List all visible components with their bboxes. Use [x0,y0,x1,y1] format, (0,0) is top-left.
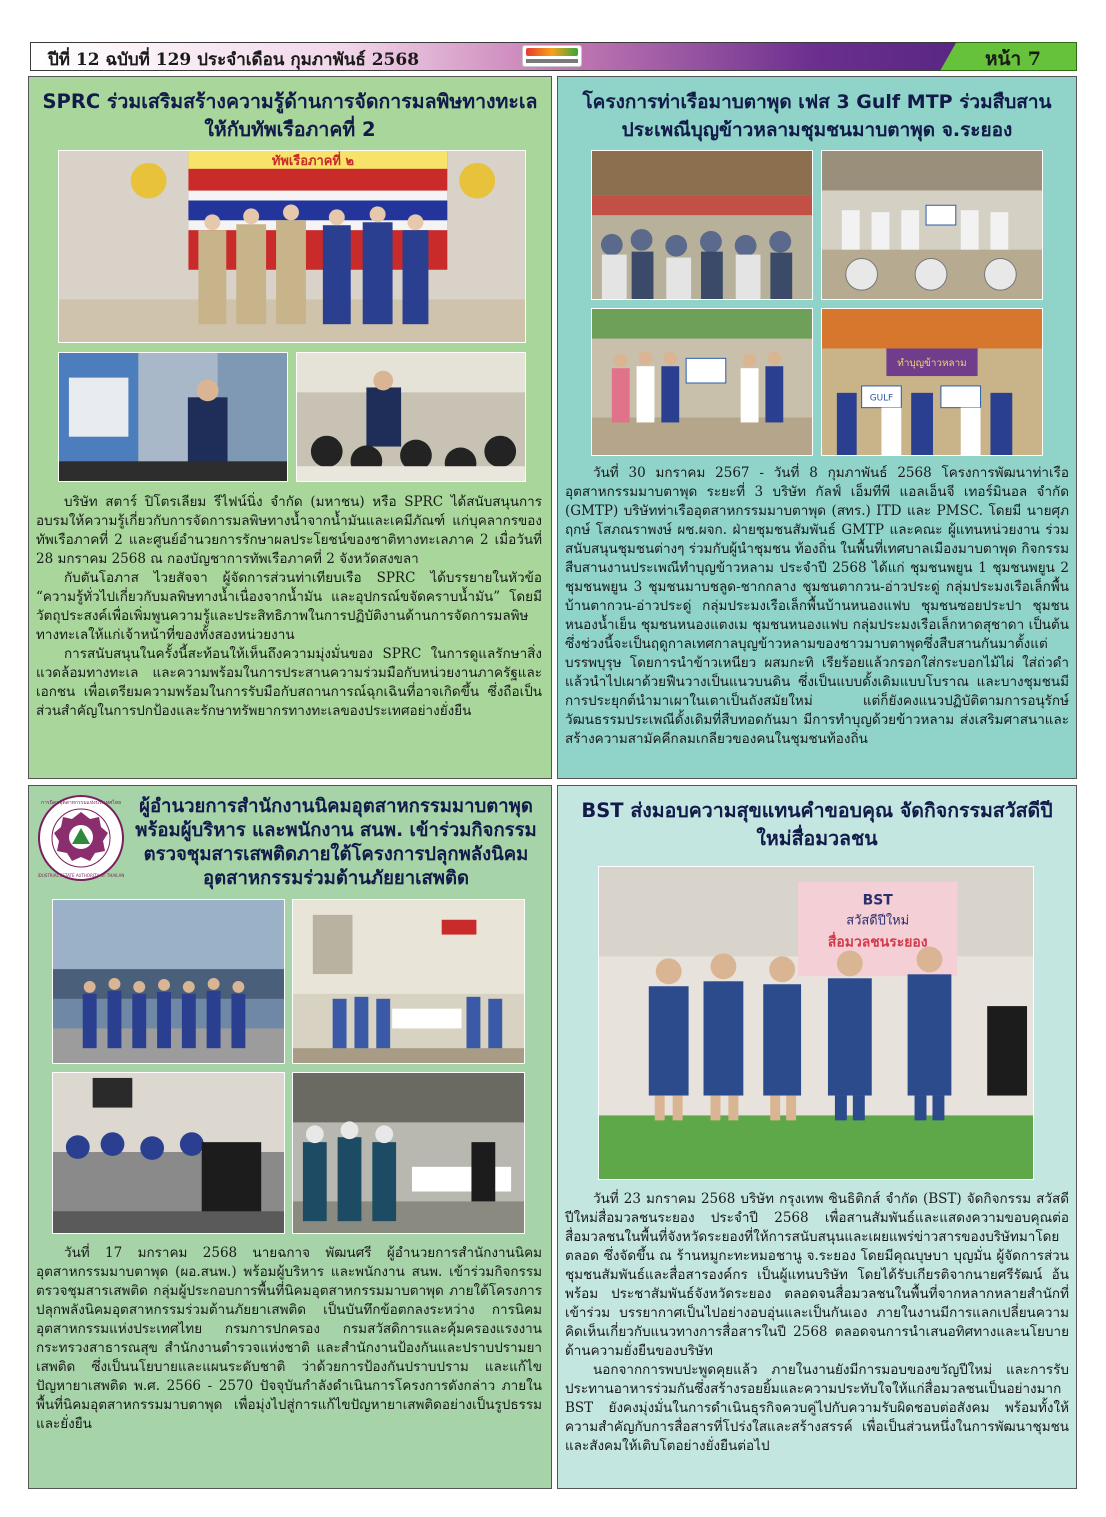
sprc-group-photo [58,150,526,343]
sprc-paragraph-1: บริษัท สตาร์ ปิโตรเลียม รีไฟน์นิ่ง จำกัด (มหาชน) หรือ SPRC ได้สนับสนุนการอบรมให้ความรู้เกี่ยวกับการจัดการมลพิษทางน้ำจากน้ำมันและเคมีภัณฑ์ แก่บุคลากรของทัพเรือภาคที่ 2 และศูนย์อำนวยการรักษาผลประโยชน์ของชาติทางทะเลภาค 2 เมื่อวันที่ 28 มกราคม 2568 ณ กองบัญชาการทัพเรือภาคที่ 2 จังหวัดสงขลา [36,494,542,567]
article-gulf-body [565,464,1069,749]
article-sprc-body [36,493,542,721]
article-bst-title: BST ส่งมอบความสุขแทนคำขอบคุณ จัดกิจกรรมสวัสดีปีใหม่สื่อมวลชน [581,799,1053,850]
ieat-logo-caption: การนิคมอุตสาหกรรมแห่งประเทศไทย [40,800,122,806]
sprc-paragraph-2: กับตันโอภาส ไวยสัจจา ผู้จัดการส่วนท่าเทียบเรือ SPRC ได้บรรยายในหัวข้อ “ความรู้ทั่วไปเกี่ยวกับมลพิษทางน้ำเนื่องจากน้ำมัน และอุปกรณ์ขจัดคราบน้ำมัน” โดยมีวัตถุประสงค์เพื่อเพิ่มพูนความรู้และประสิทธิภาพในการปฏิบัติงานด้านการจัดการมลพิษทางทะเลให้แก่เจ้าหน้าที่ของทั้งสองหน่วยงาน [36,570,542,643]
nikom-photo-2 [292,899,525,1064]
gulf-photo-3 [591,308,813,456]
bst-banner-line1: สวัสดีปีใหม่ [846,913,910,929]
ieat-logo-icon [38,795,124,881]
bst-paragraph-1: วันที่ 23 มกราคม 2568 บริษัท กรุงเทพ ซินธิติกส์ จำกัด (BST) จัดกิจกรรม สวัสดีปีใหม่สื่อมวลชนระยอง ประจำปี 2568 เพื่อสานสัมพันธ์และแสดงความขอบคุณต่อสื่อมวลชนในพื้นที่จังหวัดระยองที่ให้การสนับสนุนและเผยแพร่ข่าวสารของบริษัทมาโดยตลอด ซึ่งจัดขึ้น ณ ร้านหมูกะทะหมอชานู จ.ระยอง โดยมีคุณบุษบา บุญมั่น ผู้จัดการส่วนชุมชนสัมพันธ์และสื่อสารองค์กร เป็นผู้แทนบริษัท โดยได้รับเกียรติจากนายศรีรัฒน์ อ้นพร้อม ประชาสัมพันธ์จังหวัดระยอง ตลอดจนสื่อมวลชนในพื้นที่จากหลากหลายสำนักที่เข้าร่วม บรรยากาศเป็นไปอย่างอบอุ่นและเป็นกันเอง ภายในงานมีการแลกเปลี่ยนความคิดเห็นเกี่ยวกับแนวทางการสื่อสารในปี 2568 ตลอดจนการนำเสนอทิศทางและนโยบายด้านความยั่งยืนของบริษัท [565,1191,1069,1359]
bst-banner-brand: BST [862,892,893,909]
article-bst-body [565,1190,1069,1456]
bst-group-photo [598,866,1034,1180]
gulf-banner-text: ทำบุญข้าวหลาม [897,358,967,370]
page-number: หน้า 7 [985,48,1042,70]
gulf-photo-1 [591,150,813,300]
issue-info: ปีที่ 12 ฉบับที่ 129 ประจำเดือน กุมภาพันธ์ 2568 [48,50,420,70]
article-gulf-title: โครงการท่าเรือมาบตาพุด เฟส 3 Gulf MTP ร่วมสืบสานประเพณีบุญข้าวหลามชุมชนมาบตาพุด จ.ระยอง [582,91,1052,141]
bst-paragraph-2: นอกจากการพบปะพูดคุยแล้ว ภายในงานยังมีการมอบของขวัญปีใหม่ และการรับประทานอาหารร่วมกันซึ่งสร้างรอยยิ้มและความประทับใจให้แก่สื่อมวลชนเป็นอย่างมาก BST ยังคงมุ่งมั่นในการดำเนินธุรกิจควบคู่ไปกับความรับผิดชอบต่อสังคม พร้อมทั้งให้ความสำคัญกับการสื่อสารที่โปร่งใสและสร้างสรรค์ เพื่อเป็นส่วนหนึ่งในการพัฒนาชุมชนและสังคมให้เติบโตอย่างยั่งยืนต่อไป [565,1362,1069,1454]
sprc-lecture-photo-1 [58,352,288,482]
gulf-photo-4 [821,308,1043,456]
gulf-paragraph-1: วันที่ 30 มกราคม 2567 - วันที่ 8 กุมภาพันธ์ 2568 โครงการพัฒนาท่าเรืออุตสาหกรรมมาบตาพุด ระยะที่ 3 บริษัท กัลฟ์ เอ็มทีพี แอลเอ็นจี เทอร์มินอล จำกัด (GMTP) บริษัทท่าเรืออุตสาหกรรมมาบตาพุด (สทร.) ITD และ PMSC. โดยมี นายศุภฤกษ์ โสภณราพงษ์ ผช.ผจก. ฝ่ายชุมชนสัมพันธ์ GMTP และคณะ ผู้แทนหน่วยงาน ร่วมสนับสนุนชุมชนต่างๆ ร่วมกับผู้นำชุมชน ท้องถิ่น ในพื้นที่เทศบาลเมืองมาบตาพุด กิจกรรมสืบสานงานประเพณีทำบุญข้าวหลาม ประจำปี 2568 ได้แก่ ชุมชนพยูน 1 ชุมชนพยูน 2 ชุมชนพยูน 3 ชุมชนมาบชลูด-ชากกลาง ชุมชนตากวน-อ่าวประดู่ กลุ่มประมงเรือเล็กพื้นบ้านตากวน-อ่าวประดู่ กลุ่มประมงเรือเล็กพื้นบ้านหนองแฟบ ชุมชนซอยประปา ชุมชนหนองน้ำเย็น ชุมชนหนองแตงเม ชุมชนหนองแฟบ กลุ่มประมงเรือเล็กหาดสุชาดา เป็นต้น ซึ่งช่วงนี้จะเป็นฤดูกาลเทศกาลบุญข้าวหลามของชาวมาบตาพุดซึ่งสืบสานกันมาตั้งแต่บรรพบุรุษ โดยการนำข้าวเหนียว ผสมกะทิ เรียร้อยแล้วกรอกใส่กระบอกไม้ไผ่ ใส่ถ่วดำ แล้วนำไปเผาด้วยฟืนวางเป็นแนวบนดิน ซึ่งเป็นแบบดั้งเดิมแบบโบราณ และบางชุมชนมีการประยุกต์นำมาเผาในเตาเป็นถังสมัยใหม่ แต่ก็ยังคงแนวปฏิบัติตามการอนุรักษ์วัฒนธรรมประเพณีดั้งเดิมที่สืบทอดกันมา มีการทำบุญด้วยข้าวหลาม ส่งเสริมศาสนาและสร้างความสามัคคีกลมเกลียวของคนในชุมชนท้องถิ่น [565,465,1069,747]
newspaper-logo-icon [522,45,582,67]
sprc-lecture-photo-2 [296,352,526,482]
bst-banner-line2: สื่อมวลชนระยอง [827,934,928,951]
article-nikom-title: ผู้อำนวยการสำนักงานนิคมอุตสาหกรรมมาบตาพุด พร้อมผู้บริหาร และพนักงาน สนพ. เข้าร่วมกิจกรรมตรวจชุมสารเสพติดภายใต้โครงการปลุกพลังนิคมอุตสาหกรรมร่วมต้านภัยยาเสพติด [135,796,537,889]
ieat-logo-caption-en: INDUSTRIAL ESTATE AUTHORITY OF THAILAND [38,873,124,878]
nikom-photo-3 [52,1072,285,1234]
nikom-paragraph-1: วันที่ 17 มกราคม 2568 นายฉกาจ พัฒนศรี ผู้อำนวยการสำนักงานนิคมอุตสาหกรรมมาบตาพุด (ผอ.สนพ.) พร้อมผู้บริหาร และพนักงาน สนพ. เข้าร่วมกิจกรรมตรวจชุมสารเสพติด กลุ่มผู้ประกอบการพื้นที่นิคมอุตสาหกรรมมาบตาพุด ภายใต้โครงการปลุกพลังนิคมอุตสาหกรรมร่วมต้านภัยยาเสพติด เป็นบันทึกข้อตกลงระหว่าง การนิคมอุตสาหกรรมแห่งประเทศไทย กรมการปกครอง กรมสวัสดิการและคุ้มครองแรงงาน กระทรวงสาธารณสุข สำนักงานตำรวจแห่งชาติ และสำนักงานป้องกันและปราบปรามยาเสพติด ซึ่งเป็นนโยบายและแผนระดับชาติ ว่าด้วยการป้องกันปราบปราม และแก้ไขปัญหายาเสพติด พ.ศ. 2566 - 2570 ปัจจุบันกำลังดำเนินการโครงการดังกล่าว ภายในพื้นที่นิคมอุตสาหกรรมมาบตาพุด เพื่อมุ่งไปสู่การแก้ไขปัญหายาเสพติดอย่างเป็นรูปธรรมและยั่งยืน [36,1245,542,1432]
gulf-sign-text: GULF [869,393,894,404]
gulf-photo-2 [821,150,1043,300]
sprc-photo-banner-text: ทัพเรือภาคที่ ๒ [271,153,354,169]
nikom-photo-1 [52,899,285,1064]
article-sprc-title: SPRC ร่วมเสริมสร้างความรู้ด้านการจัดการมลพิษทางทะเลให้กับทัพเรือภาคที่ 2 [42,90,538,141]
sprc-paragraph-3: การสนับสนุนในครั้งนี้สะท้อนให้เห็นถึงความมุ่งมั่นของ SPRC ในการดูแลรักษาสิ่งแวดล้อมทางทะเล และความพร้อมในการประสานความร่วมมือกับหน่วยงานภาครัฐและเอกชน เพื่อเตรียมความพร้อมในการรับมือกับสถานการณ์ฉุกเฉินที่อาจเกิดขึ้น ซึ่งถือเป็นส่วนสำคัญในการปกป้องและรักษาทรัพยากรทางทะเลของประเทศอย่างยั่งยืน [36,646,542,719]
nikom-photo-4 [292,1072,525,1234]
article-nikom-body [36,1244,542,1434]
